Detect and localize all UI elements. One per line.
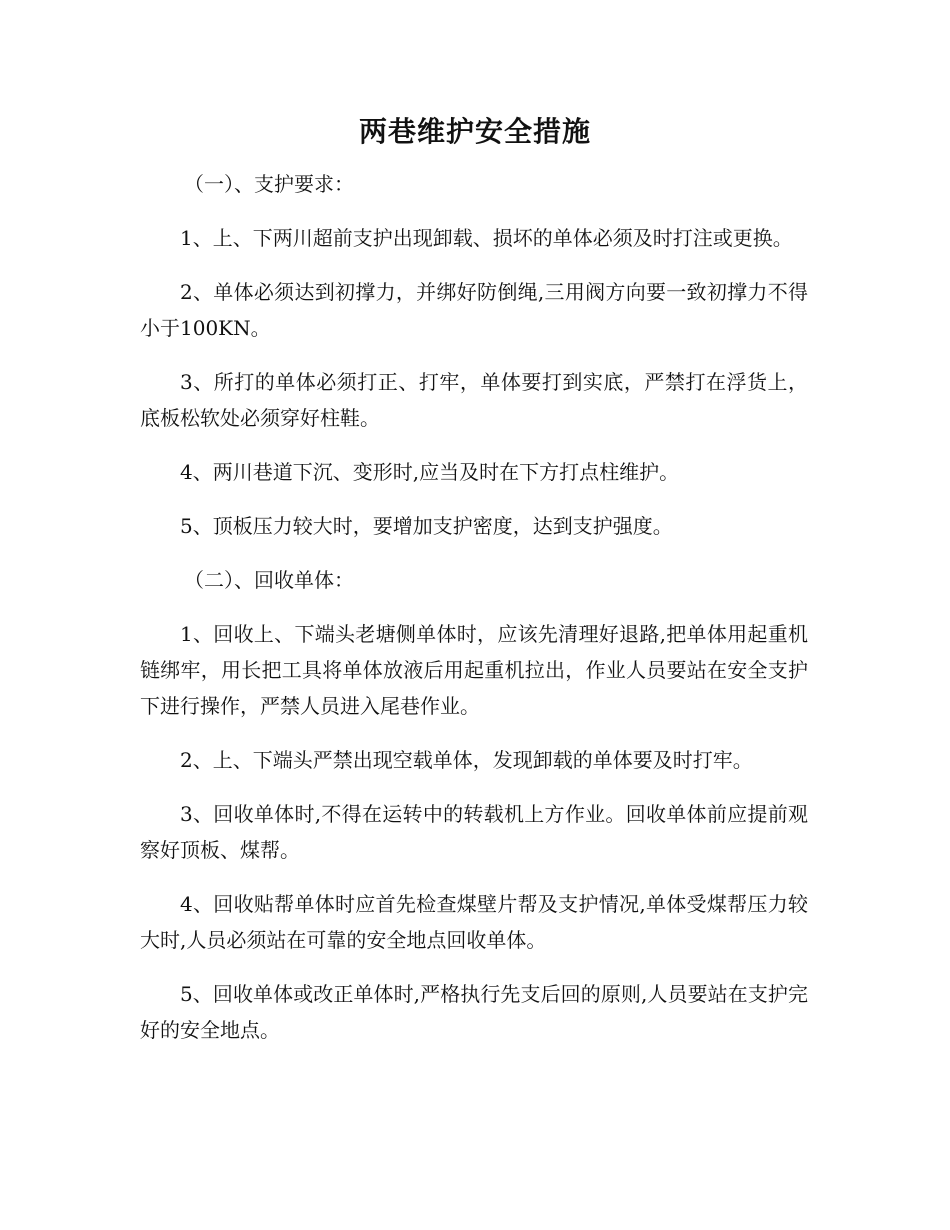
list-item: 1、回收上、下端头老塘侧单体时，应该先清理好退路,把单体用起重机链绑牢，用长把工具将单体放液后用起重机拉出，作业人员要站在安全支护下进行操作，严禁人员进入尾巷作业。 — [140, 622, 808, 718]
list-item: 5、回收单体或改正单体时,严格执行先支后回的原则,人员要站在支护完好的安全地点。 — [140, 982, 808, 1042]
list-item: 2、上、下端头严禁出现空载单体，发现卸载的单体要及时打牢。 — [180, 748, 753, 772]
section-heading: （二）、回收单体： — [184, 568, 354, 592]
list-item: 3、回收单体时,不得在运转中的转载机上方作业。回收单体前应提前观察好顶板、煤帮。 — [140, 802, 808, 862]
document-title: 两巷维护安全措施 — [358, 115, 591, 148]
list-item: 2、单体必须达到初撑力，并绑好防倒绳,三用阀方向要一致初撑力不得小于100KN。 — [140, 280, 808, 340]
document-body — [140, 166, 808, 1066]
list-item: 4、回收贴帮单体时应首先检查煤壁片帮及支护情况,单体受煤帮压力较大时,人员必须站在可靠的安全地点回收单体。 — [140, 892, 808, 952]
list-item: 4、两川巷道下沉、变形时,应当及时在下方打点柱维护。 — [180, 460, 680, 484]
section-heading: （一）、支护要求： — [184, 172, 354, 196]
list-item: 1、上、下两川超前支护出现卸载、损坏的单体必须及时打注或更换。 — [180, 226, 793, 250]
section-prop-recovery — [140, 562, 808, 1048]
list-item: 3、所打的单体必须打正、打牢，单体要打到实底，严禁打在浮货上，底板松软处必须穿好柱鞋。 — [140, 370, 808, 430]
section-support-requirements — [140, 166, 808, 544]
list-item: 5、顶板压力较大时，要增加支护密度，达到支护强度。 — [180, 514, 673, 538]
